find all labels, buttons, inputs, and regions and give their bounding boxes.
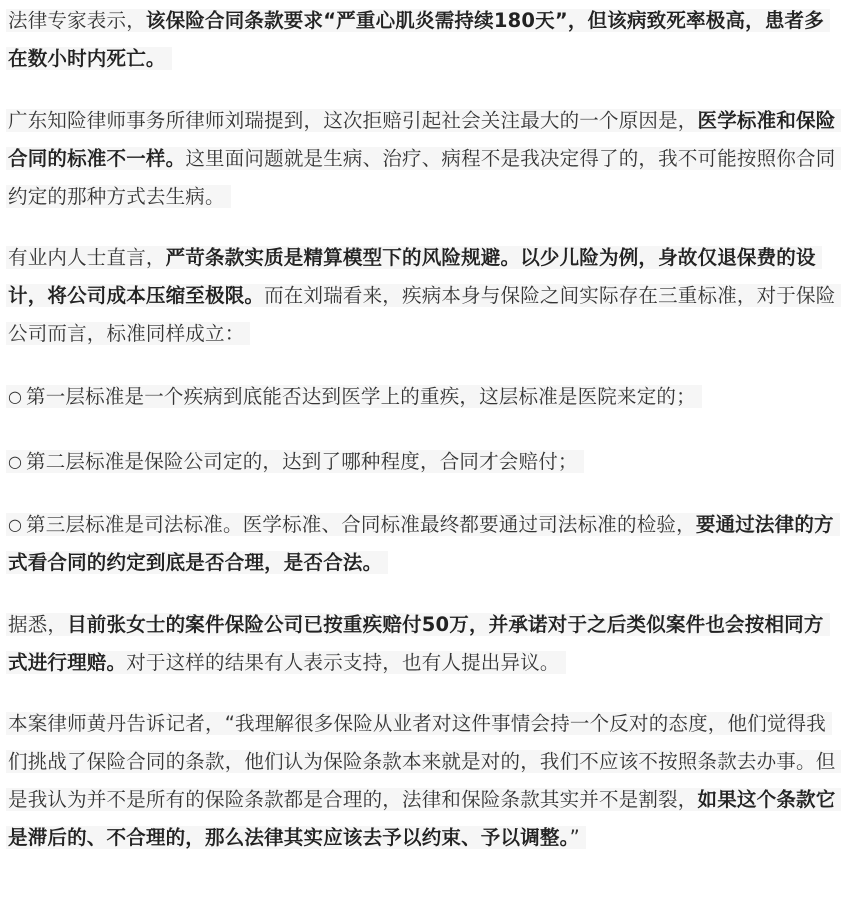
bold-text: 严苛条款实质是精算模型下的风险规避。以少儿险为例，身故仅退保费的设计，将公司成本压缩至极限。 — [8, 246, 816, 307]
paragraph-lawyer-huang — [6, 705, 838, 857]
paragraph-lawyer-liu — [6, 102, 838, 216]
paragraph-industry-insider — [6, 239, 838, 353]
paragraph-text: 据悉， — [8, 613, 68, 636]
paragraph-text: 广东知险律师事务所律师刘瑞提到，这次拒赔引起社会关注最大的一个原因是， — [8, 109, 698, 132]
paragraph-settlement — [6, 606, 838, 682]
paragraph-text: 第二层标准是保险公司定的，达到了哪种程度，合同才会赔付； — [26, 450, 578, 473]
paragraph-text: 而在刘瑞看来，疾病本身与保险之间实际存在三重标准，对于保险公司而言，标准同样成立： — [8, 284, 836, 345]
circle-bullet-icon: ○ — [8, 515, 23, 534]
bold-text: 医学标准和保险合同的标准不一样。 — [8, 109, 836, 170]
list-item-standard-2 — [6, 443, 838, 481]
paragraph-text: ” — [569, 826, 580, 849]
circle-bullet-icon: ○ — [8, 387, 23, 406]
list-item-standard-1 — [6, 378, 838, 416]
paragraph-text: 第一层标准是一个疾病到底能否达到医学上的重疾，这层标准是医院来定的； — [26, 385, 696, 408]
paragraph-text: 这里面问题就是生病、治疗、病程不是我决定得了的，我不可能按照你合同约定的那种方式去生病。 — [8, 147, 836, 208]
paragraph-text: 第三层标准是司法标准。医学标准、合同标准最终都要通过司法标准的检验， — [26, 513, 696, 536]
list-item-standard-3 — [6, 506, 838, 582]
bold-text: 如果这个条款它是滞后的、不合理的，那么法律其实应该去予以约束、予以调整。 — [8, 788, 836, 849]
paragraph-text: 本案律师黄丹告诉记者，“我理解很多保险从业者对这件事情会持一个反对的态度，他们觉得我们挑战了保险合同的条款，他们认为保险条款本来就是对的，我们不应该不按照条款去办事。但是我认为并不是所有的保险条款都是合理的，法律和保险条款其实并不是割裂， — [8, 712, 836, 811]
paragraph-text: 对于这样的结果有人表示支持，也有人提出异议。 — [126, 651, 560, 674]
bold-text: 目前张女士的案件保险公司已按重疾赔付50万，并承诺对于之后类似案件也会按相同方式进行理赔。 — [8, 613, 824, 674]
bold-text: 要通过法律的方式看合同的约定到底是否合理，是否合法。 — [8, 513, 834, 574]
article-body — [6, 2, 838, 857]
bold-text: 该保险合同条款要求“严重心肌炎需持续180天”，但该病致死率极高，患者多在数小时内死亡。 — [8, 9, 824, 70]
paragraph-expert-opinion — [6, 2, 838, 78]
circle-bullet-icon: ○ — [8, 452, 23, 471]
paragraph-text: 有业内人士直言， — [8, 246, 166, 269]
paragraph-text: 法律专家表示， — [8, 9, 146, 32]
